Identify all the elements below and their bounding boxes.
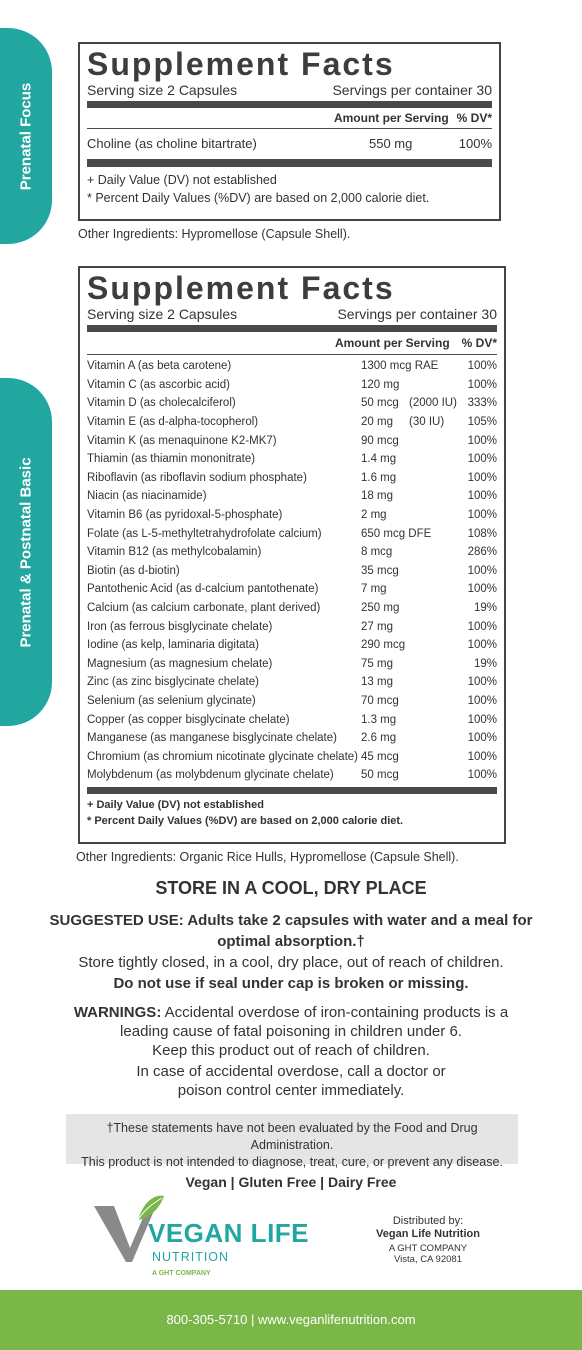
seal-text: Do not use if seal under cap is broken or missing. (113, 975, 469, 992)
brand-name: VEGAN LIFE (148, 1218, 310, 1248)
nutrient-name: Niacin (as niacinamide) (87, 490, 207, 503)
nutrient-amount: 7 mg (361, 583, 387, 596)
header-dv: % DV* (461, 336, 497, 350)
nutrient-dv: 100% (467, 769, 497, 782)
warnings-text: Accidental overdose of iron-containing products is a (161, 1004, 509, 1021)
nutrient-dv: 100% (467, 676, 497, 689)
nutrient-dv: 100% (467, 713, 497, 726)
nutrient-name: Vitamin A (as beta carotene) (87, 360, 232, 373)
nutrient-row (87, 543, 497, 562)
distributor-company: A GHT COMPANY (388, 1243, 468, 1254)
nutrient-dv: 100% (467, 378, 497, 391)
nutrient-name: Selenium (as selenium glycinate) (87, 694, 256, 707)
nutrient-row (87, 673, 497, 692)
nutrient-dv: 100% (467, 509, 497, 522)
nutrient-row (87, 710, 497, 729)
nutrient-amount: 1.6 mg (361, 471, 397, 484)
nutrient-amount: 18 mg (361, 490, 393, 503)
nutrient-name: Vitamin B6 (as pyridoxal-5-phosphate) (87, 509, 283, 522)
header-amount: Amount per Serving (334, 336, 450, 350)
nutrient-iu: (30 IU) (409, 416, 445, 429)
nutrient-row (87, 431, 497, 450)
servings-per-container: Servings per container 30 (337, 306, 497, 322)
nutrient-amount: 250 mg (361, 602, 400, 615)
nutrient-name: Vitamin K (as menaquinone K2-MK7) (87, 434, 277, 447)
nutrient-amount: 290 mcg (361, 639, 406, 652)
warnings-label: WARNINGS: (73, 1004, 162, 1021)
nutrient-amount: 90 mcg (361, 434, 399, 447)
nutrient-dv: 100% (467, 620, 497, 633)
brand-subtitle: NUTRITION (152, 1250, 230, 1264)
nutrient-row (87, 747, 497, 766)
nutrient-amount: 20 mg (361, 416, 393, 429)
tab-label: Prenatal Focus (17, 82, 35, 190)
nutrient-amount: 2 mg (361, 509, 387, 522)
nutrient-dv: 100% (467, 750, 497, 763)
warnings-text: leading cause of fatal poisoning in children under 6. (120, 1023, 462, 1040)
footer-contact: 800-305-5710 | www.veganlifenutrition.com (0, 1290, 582, 1350)
nutrient-amount: 45 mcg (361, 750, 399, 763)
nutrient-name: Pantothenic Acid (as d-calcium pantothenate) (87, 583, 319, 596)
nutrient-name: Magnesium (as magnesium chelate) (87, 657, 273, 670)
nutrient-name: Zinc (as zinc bisglycinate chelate) (87, 676, 259, 689)
distributor-city: Vista, CA 92081 (394, 1254, 462, 1265)
distributor-info (358, 1215, 498, 1265)
nutrient-dv: 100% (467, 453, 497, 466)
distributor-name: Vegan Life Nutrition (376, 1228, 480, 1240)
warnings-text: In case of accidental overdose, call a doctor or (136, 1063, 446, 1080)
disclaimer-line: †These statements have not been evaluated by the Food and Drug Administration. (106, 1121, 478, 1152)
nutrient-amount: 1.3 mg (361, 713, 397, 726)
nutrient-dv: 100% (467, 434, 497, 447)
nutrient-row (87, 580, 497, 599)
nutrient-dv: 100% (467, 490, 497, 503)
nutrient-dv: 100% (467, 639, 497, 652)
nutrient-amount: 550 mg (369, 135, 413, 151)
nutrient-dv: 108% (467, 527, 497, 540)
nutrient-amount: 2.6 mg (361, 732, 397, 745)
nutrient-name: Manganese (as manganese bisglycinate chelate) (87, 732, 337, 745)
nutrient-row (87, 766, 497, 785)
nutrient-name: Molybdenum (as molybdenum glycinate chelate) (87, 769, 334, 782)
warnings (0, 1003, 582, 1100)
nutrient-name: Iron (as ferrous bisglycinate chelate) (87, 620, 273, 633)
nutrient-dv: 100% (467, 564, 497, 577)
nutrient-amount: 70 mcg (361, 694, 399, 707)
nutrient-row (87, 506, 497, 525)
nutrient-name: Biotin (as d-biotin) (87, 564, 180, 577)
nutrient-row (87, 413, 497, 432)
nutrient-row (87, 376, 497, 395)
nutrient-row (87, 487, 497, 506)
nutrient-dv: 19% (473, 602, 497, 615)
nutrient-name: Vitamin C (as ascorbic acid) (87, 378, 230, 391)
nutrient-row (87, 357, 497, 376)
nutrient-row (87, 636, 497, 655)
nutrient-name: Choline (as choline bitartrate) (87, 135, 257, 151)
nutrient-name: Vitamin B12 (as methylcobalamin) (87, 546, 262, 559)
nutrient-row (87, 617, 497, 636)
panel-title: Supplement Facts (87, 270, 395, 306)
suggested-use-text: optimal absorption.† (217, 933, 365, 950)
serving-size: Serving size 2 Capsules (87, 306, 238, 322)
nutrient-dv: 100% (467, 583, 497, 596)
prenatal-focus-tab (0, 28, 52, 244)
nutrient-dv: 100% (467, 732, 497, 745)
suggested-use (0, 910, 582, 994)
divider (87, 159, 492, 167)
footnote-percent: * Percent Daily Values (%DV) are based on 2,000 calorie diet. (87, 191, 430, 205)
nutrient-amount: 35 mcg (361, 564, 399, 577)
nutrient-row (87, 692, 497, 711)
nutrient-amount: 50 mcg (361, 397, 399, 410)
footnote-dv: + Daily Value (DV) not established (87, 798, 264, 811)
nutrient-amount: 27 mg (361, 620, 393, 633)
brand-parent: A GHT COMPANY (152, 1270, 211, 1277)
nutrient-name: Folate (as L-5-methyltetrahydrofolate calcium) (87, 527, 322, 540)
nutrient-name: Riboflavin (as riboflavin sodium phosphate) (87, 471, 307, 484)
footnote-percent: * Percent Daily Values (%DV) are based on 2,000 calorie diet. (87, 814, 404, 827)
nutrient-amount: 1.4 mg (361, 453, 397, 466)
nutrient-name: Vitamin E (as d-alpha-tocopherol) (87, 416, 259, 429)
suggested-use-label: SUGGESTED USE: (49, 912, 184, 929)
nutrient-amount: 1300 mcg RAE (361, 360, 439, 373)
nutrient-dv: 105% (467, 416, 497, 429)
other-ingredients-1: Other Ingredients: Hypromellose (Capsule Shell). (78, 227, 351, 241)
nutrient-row (87, 524, 497, 543)
suggested-use-text: Adults take 2 capsules with water and a meal for (183, 912, 533, 929)
disclaimer-line: This product is not intended to diagnose, treat, cure, or prevent any disease. (81, 1155, 503, 1169)
nutrient-row (87, 655, 497, 674)
divider (87, 354, 497, 355)
footnote-dv: + Daily Value (DV) not established (87, 173, 277, 187)
servings-per-container: Servings per container 30 (332, 82, 492, 98)
nutrient-row (87, 129, 492, 157)
storage-heading: STORE IN A COOL, DRY PLACE (155, 878, 427, 898)
nutrient-row (87, 562, 497, 581)
panel-title: Supplement Facts (87, 46, 395, 82)
nutrient-name: Thiamin (as thiamin mononitrate) (87, 453, 256, 466)
nutrient-row (87, 394, 497, 413)
nutrient-amount: 8 mcg (361, 546, 393, 559)
nutrient-dv: 100% (467, 360, 497, 373)
supplement-facts-panel-2 (78, 266, 506, 844)
header-amount: Amount per Serving (333, 111, 449, 125)
nutrient-dv: 19% (473, 657, 497, 670)
nutrient-amount: 650 mcg DFE (361, 527, 432, 540)
nutrient-dv: 286% (467, 546, 497, 559)
nutrient-row (87, 469, 497, 488)
nutrient-dv: 100% (467, 694, 497, 707)
tab-label: Prenatal & Postnatal Basic (17, 456, 35, 648)
nutrient-list (87, 357, 497, 785)
diet-claims: Vegan | Gluten Free | Dairy Free (185, 1174, 397, 1190)
nutrient-name: Chromium (as chromium nicotinate glycinate chelate) (87, 750, 358, 763)
nutrient-name: Copper (as copper bisglycinate chelate) (87, 713, 290, 726)
nutrient-name: Calcium (as calcium carbonate, plant derived) (87, 602, 321, 615)
nutrient-dv: 100% (458, 135, 492, 151)
nutrient-row (87, 729, 497, 748)
nutrient-row (87, 599, 497, 618)
distributor-label: Distributed by: (392, 1215, 464, 1227)
supplement-facts-panel-1 (78, 42, 501, 221)
storage-text: Store tightly closed, in a cool, dry place, out of reach of children. (78, 954, 504, 971)
divider (87, 787, 497, 794)
divider (87, 101, 492, 108)
nutrient-amount: 13 mg (361, 676, 393, 689)
nutrient-amount: 50 mcg (361, 769, 399, 782)
nutrient-dv: 100% (467, 471, 497, 484)
nutrient-amount: 120 mg (361, 378, 400, 391)
nutrient-name: Iodine (as kelp, laminaria digitata) (87, 639, 259, 652)
nutrient-amount: 75 mg (361, 657, 393, 670)
nutrient-name: Vitamin D (as cholecalciferol) (87, 397, 236, 410)
fda-disclaimer (66, 1114, 518, 1169)
warnings-text: Keep this product out of reach of children. (152, 1042, 430, 1059)
nutrient-iu: (2000 IU) (409, 397, 457, 410)
serving-size: Serving size 2 Capsules (87, 82, 238, 98)
warnings-text: poison control center immediately. (177, 1082, 405, 1099)
other-ingredients-2: Other Ingredients: Organic Rice Hulls, Hypromellose (Capsule Shell). (76, 850, 459, 864)
nutrient-dv: 333% (467, 397, 497, 410)
prenatal-postnatal-basic-tab (0, 378, 52, 726)
divider (87, 325, 497, 332)
nutrient-row (87, 450, 497, 469)
header-dv: % DV* (456, 111, 492, 125)
